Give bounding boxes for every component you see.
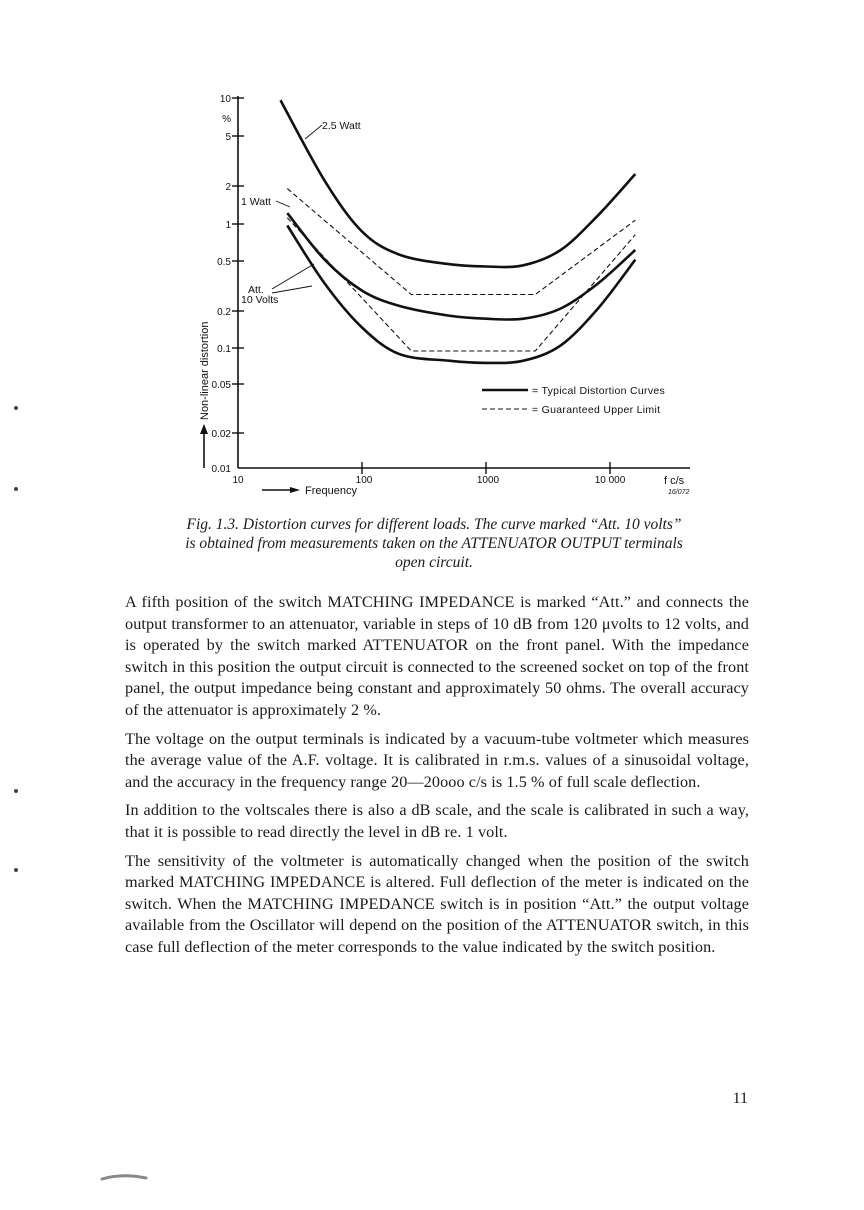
y-tick-label: 0.5	[217, 257, 231, 268]
figure-caption	[118, 515, 750, 572]
x-axis-unit: f c/s	[664, 475, 685, 487]
body-text	[125, 592, 749, 966]
margin-dot	[14, 868, 18, 872]
y-tick-label: 0.05	[211, 380, 231, 391]
y-tick-labels	[212, 94, 232, 475]
caption-line-2: is obtained from measurements taken on the ATTENUATOR OUTPUT terminals	[185, 535, 683, 552]
label-att: Att.	[248, 284, 264, 296]
x-axis-label: Frequency	[305, 485, 357, 497]
legend-guaranteed-label: = Guaranteed Upper Limit	[532, 404, 661, 416]
chart-legend	[482, 385, 665, 416]
y-tick-label: 0.01	[211, 464, 231, 475]
leader-att-lower	[272, 286, 312, 293]
y-tick-label: %	[222, 114, 231, 125]
margin-dot	[14, 406, 18, 410]
x-tick-label: 1000	[476, 475, 500, 486]
y-tick-label: 0.02	[211, 429, 231, 440]
scan-smudge	[100, 1170, 150, 1182]
x-tick-labels	[232, 475, 625, 486]
leader-2-5-watt	[305, 125, 322, 139]
caption-line-1: Fig. 1.3. Distortion curves for different loads. The curve marked “Att. 10 volts”	[186, 516, 682, 533]
page-number: 11	[732, 1090, 748, 1107]
label-1-watt: 1 Watt	[241, 196, 271, 208]
y-tick-label: 10	[219, 94, 231, 105]
y-tick-label: 1	[225, 220, 231, 231]
y-axis-label: Non-linear distortion	[199, 321, 211, 420]
y-tick-label: 2	[225, 182, 231, 193]
legend-typical-label: = Typical Distortion Curves	[532, 385, 666, 397]
paragraph-attenuator: A fifth position of the switch MATCHING IMPEDANCE is marked “Att.” and connects the output transformer to an attenuator, variable in steps of 10 dB from 120 μvolts to 12 volts, and is operated by the switch marked ATTENUATOR on the front panel. With the impedance switch in this position the output circuit is connected to the screened socket on top of the front panel, the output impedance being constant and approximately 50 ohms. The overall accuracy of the attenuator is approximately 2 %.	[125, 593, 749, 719]
paragraph-voltmeter: The voltage on the output terminals is indicated by a vacuum-tube voltmeter which measures the average value of the A.F. voltage. It is calibrated in r.m.s. values of a sinusoidal voltage, and the accuracy in the frequency range 20—20ooo c/s is 1.5 % of full scale deflection.	[125, 729, 749, 791]
x-tick-label: 10 000	[594, 475, 626, 486]
y-axis-arrowhead	[200, 424, 208, 434]
figure-code: 16/072	[668, 489, 690, 496]
y-tick-label: 0.1	[217, 344, 231, 355]
margin-dot	[14, 487, 18, 491]
guaranteed-limit-curve-2	[287, 218, 635, 351]
y-tick-label: 5	[225, 132, 231, 143]
label-att-volts: 10 Volts	[241, 294, 279, 306]
x-tick-label: 10	[232, 475, 244, 486]
paragraph-db-scale: In addition to the voltscales there is also a dB scale, and the scale is calibrated in such a way, that it is possible to read directly the level in dB re. 1 volt.	[125, 801, 749, 841]
x-axis-arrowhead	[290, 487, 300, 493]
caption-line-3: open circuit.	[395, 554, 473, 571]
x-tick-label: 100	[355, 475, 373, 486]
distortion-curves	[281, 100, 636, 363]
paragraph-sensitivity: The sensitivity of the voltmeter is automatically changed when the position of the switch marked MATCHING IMPEDANCE is altered. Full deflection of the meter is indicated on the switch. When the MATCHING IMPEDANCE switch is in position “Att.” the output voltage available from the Oscillator will depend on the position of the ATTENUATOR switch, in this case full deflection of the meter corresponds to the value indicated by the switch position.	[125, 851, 749, 956]
leader-att-upper	[272, 264, 314, 289]
margin-dot	[14, 789, 18, 793]
leader-1-watt	[276, 201, 290, 207]
y-tick-label: 0.2	[217, 307, 231, 318]
distortion-chart	[0, 0, 864, 520]
label-2-5-watt: 2.5 Watt	[322, 120, 361, 132]
